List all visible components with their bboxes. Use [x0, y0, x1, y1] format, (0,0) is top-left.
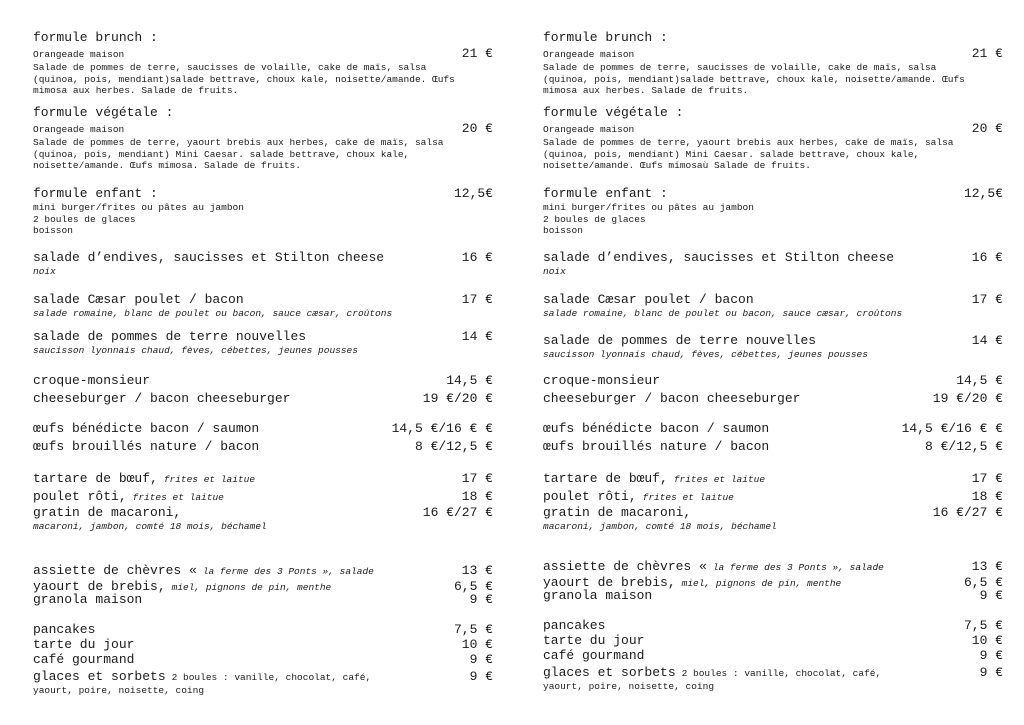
item-extra: miel, pignons de pin, menthe — [171, 582, 332, 593]
enfant-line: 2 boules de glaces — [543, 213, 646, 225]
cheeseburger-item — [543, 391, 1003, 407]
glaces-item — [543, 663, 1003, 693]
item-extra: yaourt, poire, noisette, coing — [33, 685, 205, 696]
vegetale-title: formule végétale : — [33, 105, 174, 120]
item-title: salade Cæsar poulet / bacon — [543, 292, 754, 307]
tarte-item — [543, 633, 1003, 649]
item-title: assiette de chèvres « — [543, 559, 707, 574]
item-title: croque-monsieur — [33, 373, 151, 388]
item-title: pancakes — [33, 622, 96, 637]
cafe-item — [543, 648, 1003, 664]
item-price: 14 € — [461, 329, 493, 344]
croque-item — [33, 373, 493, 389]
vegetale-title: formule végétale : — [543, 105, 684, 120]
brunch-drink: Orangeade maison — [543, 49, 635, 60]
item-extra: miel, pignons de pin, menthe — [681, 578, 842, 589]
vegetale-section — [543, 105, 1003, 172]
item-price: 18 € — [971, 489, 1003, 504]
enfant-title: formule enfant : — [543, 186, 668, 201]
item-price: 19 €/20 € — [422, 391, 493, 406]
item-price: 6,5 € — [453, 579, 493, 594]
item-price: 9 € — [469, 652, 493, 667]
item-price: 7,5 € — [963, 618, 1003, 633]
item-title: glaces et sorbets — [33, 669, 166, 684]
item-title: salade Cæsar poulet / bacon — [33, 292, 244, 307]
enfant-line: boisson — [543, 225, 583, 236]
granola-item — [33, 592, 493, 608]
item-price: 9 € — [469, 592, 493, 607]
gratin-item — [33, 505, 493, 533]
item-price: 8 €/12,5 € — [924, 439, 1003, 454]
item-title: œufs bénédicte bacon / saumon — [543, 421, 770, 436]
granola-item — [543, 588, 1003, 604]
enfant-price: 12,5€ — [453, 186, 493, 201]
item-extra: la ferme des 3 Ponts », salade — [712, 562, 884, 573]
item-extra: 2 boules : vanille, chocolat, café, — [171, 672, 372, 683]
vegetale-price: 20 € — [971, 121, 1003, 136]
item-description: saucisson lyonnais chaud, fèves, cébettes, jeunes pousses — [33, 345, 358, 356]
tartare-item — [33, 469, 493, 487]
item-price: 14 € — [971, 333, 1003, 348]
item-price: 9 € — [979, 588, 1003, 603]
item-description: saucisson lyonnais chaud, fèves, cébettes, jeunes pousses — [543, 349, 868, 360]
menu-page-left — [33, 0, 493, 725]
item-title: œufs brouillés nature / bacon — [33, 439, 260, 454]
item-title: poulet rôti, — [33, 489, 127, 504]
item-title: salade d’endives, saucisses et Stilton cheese — [33, 250, 385, 265]
item-description: macaroni, jambon, comté 18 mois, béchamel — [33, 521, 267, 532]
item-price: 10 € — [461, 637, 493, 652]
tartare-item — [543, 469, 1003, 487]
item-title: salade d’endives, saucisses et Stilton cheese — [543, 250, 895, 265]
pancakes-item — [33, 622, 493, 638]
vegetale-drink: Orangeade maison — [543, 124, 635, 135]
item-extra: la ferme des 3 Ponts », salade — [202, 566, 374, 577]
item-title: café gourmand — [543, 648, 645, 663]
item-price: 13 € — [971, 559, 1003, 574]
poulet-item — [33, 487, 493, 505]
tarte-item — [33, 637, 493, 653]
brunch-title: formule brunch : — [543, 30, 668, 45]
item-title: yaourt de brebis, — [33, 579, 166, 594]
brouilles-item — [543, 439, 1003, 455]
enfant-title: formule enfant : — [33, 186, 158, 201]
item-title: tartare de bœuf, — [543, 471, 668, 486]
cheeseburger-item — [33, 391, 493, 407]
item-price: 17 € — [971, 471, 1003, 486]
item-description: noix — [33, 266, 56, 277]
item-extra: frites et laitue — [132, 492, 224, 503]
item-price: 14,5 €/16 € € — [391, 421, 493, 436]
item-title: œufs bénédicte bacon / saumon — [33, 421, 260, 436]
item-title: pancakes — [543, 618, 606, 633]
item-price: 6,5 € — [963, 575, 1003, 590]
enfant-section — [543, 186, 1003, 237]
vegetale-description: Salade de pommes de terre, yaourt brebis aux herbes, cake de maïs, salsa (quinoa, pois, mendiant) Mini Caesar. salade bettrave, choux kale, noisette/amande. Œufs mimosa. Salade de fruits. — [33, 137, 444, 171]
enfant-price: 12,5€ — [963, 186, 1003, 201]
item-title: salade de pommes de terre nouvelles — [543, 333, 817, 348]
item-price: 9 € — [979, 648, 1003, 663]
item-price: 19 €/20 € — [932, 391, 1003, 406]
item-price: 9 € — [469, 669, 493, 684]
item-extra: frites et laitue — [163, 474, 256, 485]
item-price: 7,5 € — [453, 622, 493, 637]
glaces-item — [33, 667, 493, 697]
endives-item — [543, 250, 1003, 278]
vegetale-section — [33, 105, 493, 172]
item-description: salade romaine, blanc de poulet ou bacon, sauce cæsar, croûtons — [33, 308, 393, 319]
enfant-line: mini burger/frites ou pâtes au jambon — [33, 202, 244, 213]
enfant-section — [33, 186, 493, 237]
croque-item — [543, 373, 1003, 389]
item-price: 18 € — [461, 489, 493, 504]
gratin-item — [543, 505, 1003, 533]
item-price: 8 €/12,5 € — [414, 439, 493, 454]
item-title: cheeseburger / bacon cheeseburger — [33, 391, 291, 406]
item-title: œufs brouillés nature / bacon — [543, 439, 770, 454]
item-title: poulet rôti, — [543, 489, 637, 504]
item-title: salade de pommes de terre nouvelles — [33, 329, 307, 344]
pancakes-item — [543, 618, 1003, 634]
brunch-section — [543, 30, 1003, 97]
item-price: 14,5 € — [446, 373, 493, 388]
enfant-line: mini burger/frites ou pâtes au jambon — [543, 202, 754, 213]
brouilles-item — [33, 439, 493, 455]
benedicte-item — [543, 421, 1003, 437]
item-price: 9 € — [979, 665, 1003, 680]
item-title: yaourt de brebis, — [543, 575, 676, 590]
cafe-item — [33, 652, 493, 668]
item-price: 10 € — [971, 633, 1003, 648]
item-title: glaces et sorbets — [543, 665, 676, 680]
item-price: 17 € — [461, 471, 493, 486]
item-price: 16 € — [461, 250, 493, 265]
vegetale-description: Salade de pommes de terre, yaourt brebis aux herbes, cake de maïs, salsa (quinoa, pois, mendiant) Mini Caesar. salade bettrave, choux kale, noisette/amande. Œufs mimosaù Salade de fruits. — [543, 137, 954, 171]
brunch-description: Salade de pommes de terre, saucisses de volaille, cake de maïs, salsa (quinoa, pois, mendiant)salade bettrave, choux kale, noisette/amande. Œufs mimosa aux herbes. Salade de fruits. — [543, 62, 965, 96]
endives-item — [33, 250, 493, 278]
item-price: 14,5 €/16 € € — [901, 421, 1003, 436]
item-description: macaroni, jambon, comté 18 mois, béchamel — [543, 521, 777, 532]
vegetale-price: 20 € — [461, 121, 493, 136]
item-title: assiette de chèvres « — [33, 563, 197, 578]
enfant-line: 2 boules de glaces — [33, 213, 136, 225]
item-title: tarte du jour — [543, 633, 645, 648]
item-description: noix — [543, 266, 566, 277]
item-price: 16 € — [971, 250, 1003, 265]
caesar-item — [543, 292, 1003, 320]
brunch-title: formule brunch : — [33, 30, 158, 45]
item-title: granola maison — [543, 588, 653, 603]
item-price: 13 € — [461, 563, 493, 578]
item-price: 16 €/27 € — [932, 505, 1003, 520]
item-title: café gourmand — [33, 652, 135, 667]
brunch-price: 21 € — [971, 46, 1003, 61]
item-extra: 2 boules : vanille, chocolat, café, — [681, 668, 882, 679]
pdt-item — [33, 329, 493, 357]
item-price: 16 €/27 € — [422, 505, 493, 520]
item-title: gratin de macaroni, — [543, 505, 692, 520]
menu-page-right — [543, 0, 1003, 725]
item-extra: frites et laitue — [642, 492, 734, 503]
item-extra: yaourt, poire, noisette, coing — [543, 681, 715, 692]
item-title: gratin de macaroni, — [33, 505, 182, 520]
caesar-item — [33, 292, 493, 320]
item-title: granola maison — [33, 592, 143, 607]
item-price: 17 € — [461, 292, 493, 307]
brunch-description: Salade de pommes de terre, saucisses de volaille, cake de maïs, salsa (quinoa, pois, mendiant)salade bettrave, choux kale, noisette/amande. Œufs mimosa aux herbes. Salade de fruits. — [33, 62, 455, 96]
item-extra: frites et laitue — [673, 474, 766, 485]
item-price: 14,5 € — [956, 373, 1003, 388]
item-title: tartare de bœuf, — [33, 471, 158, 486]
vegetale-drink: Orangeade maison — [33, 124, 125, 135]
pdt-item — [543, 333, 1003, 361]
brunch-drink: Orangeade maison — [33, 49, 125, 60]
enfant-line: boisson — [33, 225, 73, 236]
item-price: 17 € — [971, 292, 1003, 307]
item-description: salade romaine, blanc de poulet ou bacon, sauce cæsar, croûtons — [543, 308, 903, 319]
item-title: tarte du jour — [33, 637, 135, 652]
brunch-section — [33, 30, 493, 97]
item-title: croque-monsieur — [543, 373, 661, 388]
brunch-price: 21 € — [461, 46, 493, 61]
benedicte-item — [33, 421, 493, 437]
item-title: cheeseburger / bacon cheeseburger — [543, 391, 801, 406]
poulet-item — [543, 487, 1003, 505]
